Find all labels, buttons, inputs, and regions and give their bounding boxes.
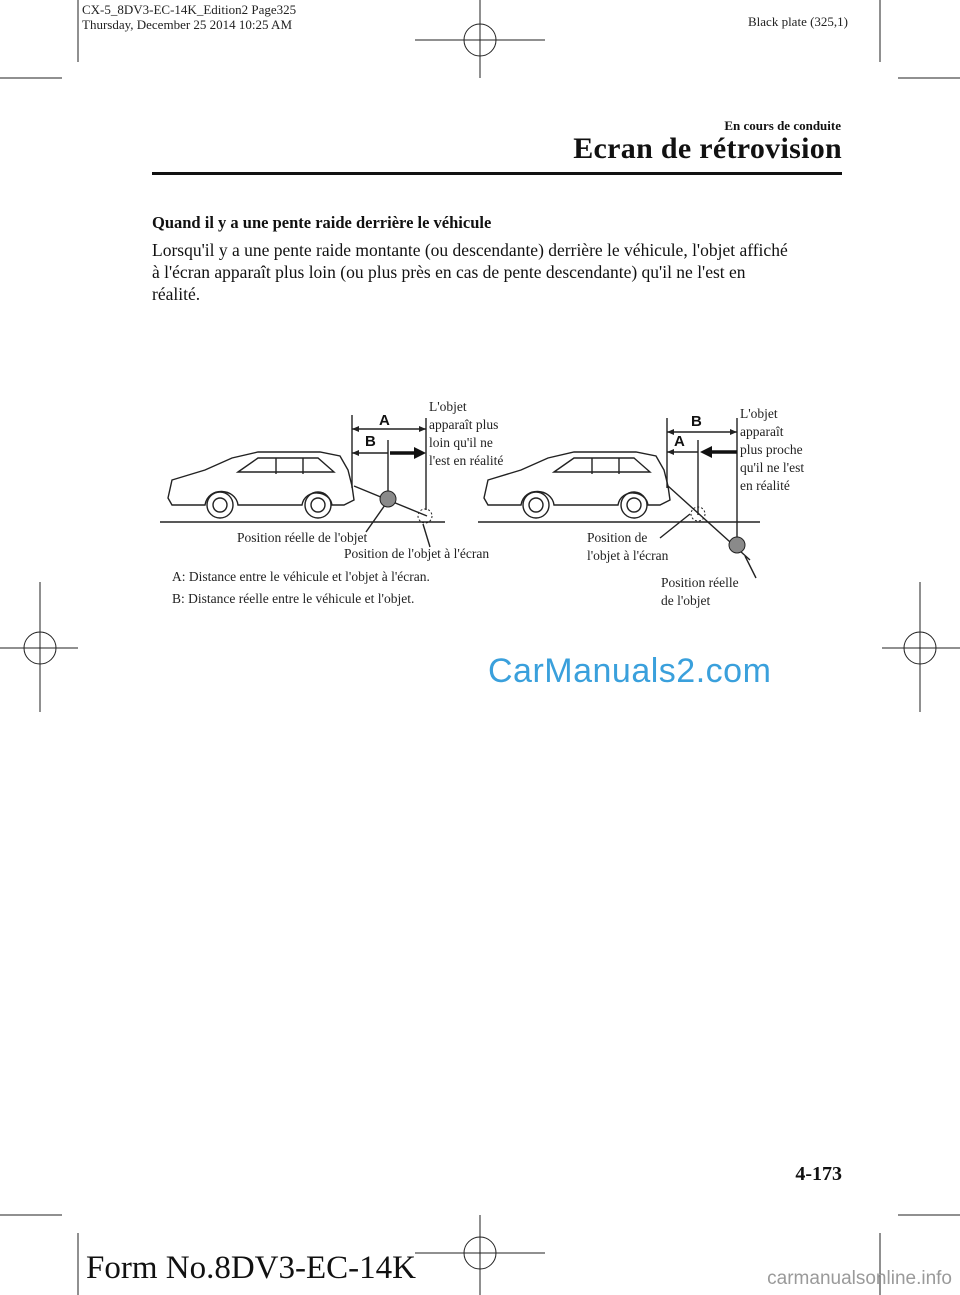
label-a-left: A xyxy=(379,412,390,429)
print-header-file: CX-5_8DV3-EC-14K_Edition2 Page325 xyxy=(82,2,297,17)
callout-right xyxy=(740,405,804,495)
label-b-left: B xyxy=(365,433,376,450)
callout-line: qu'il ne l'est xyxy=(740,460,805,475)
label-line: l'objet à l'écran xyxy=(587,548,669,563)
label-screen-position-left: Position de l'objet à l'écran xyxy=(344,546,490,561)
label-line: Position réelle xyxy=(661,575,739,590)
callout-line: l'est en réalité xyxy=(429,453,504,468)
callout-line: en réalité xyxy=(740,478,790,493)
label-a-right: A xyxy=(674,433,685,450)
paragraph-line: Lorsqu'il y a une pente raide montante (ou descendante) derrière le véhicule, l'objet affiché xyxy=(152,240,788,260)
legend-a: A: Distance entre le véhicule et l'objet à l'écran. xyxy=(172,569,430,584)
print-header-plate: Black plate (325,1) xyxy=(748,14,848,29)
section-small-title: En cours de conduite xyxy=(724,118,841,133)
watermark-logo: CarManuals2.com xyxy=(488,652,772,690)
label-real-position-right xyxy=(661,574,739,610)
label-line: Position de xyxy=(587,530,648,545)
print-header-date: Thursday, December 25 2014 10:25 AM xyxy=(82,17,293,32)
footer-site-link[interactable]: carmanualsonline.info xyxy=(767,1268,952,1289)
label-b-right: B xyxy=(691,413,702,430)
paragraph-line: réalité. xyxy=(152,284,201,304)
callout-line: loin qu'il ne xyxy=(429,435,493,450)
callout-line: plus proche xyxy=(740,442,803,457)
form-number: Form No.8DV3-EC-14K xyxy=(86,1250,416,1286)
subheading: Quand il y a une pente raide derrière le véhicule xyxy=(152,213,492,232)
page-number: 4-173 xyxy=(795,1163,842,1185)
label-line: de l'objet xyxy=(661,593,711,608)
label-screen-position-right xyxy=(587,529,668,565)
callout-line: L'objet xyxy=(429,399,467,414)
page-title: Ecran de rétrovision xyxy=(573,132,842,165)
callout-line: apparaît plus xyxy=(429,417,499,432)
callout-line: apparaît xyxy=(740,424,784,439)
label-real-position-left: Position réelle de l'objet xyxy=(237,530,368,545)
legend-b: B: Distance réelle entre le véhicule et l'objet. xyxy=(172,591,415,606)
callout-line: L'objet xyxy=(740,406,778,421)
paragraph-line: à l'écran apparaît plus loin (ou plus près en cas de pente descendante) qu'il ne l'est en xyxy=(152,262,746,282)
